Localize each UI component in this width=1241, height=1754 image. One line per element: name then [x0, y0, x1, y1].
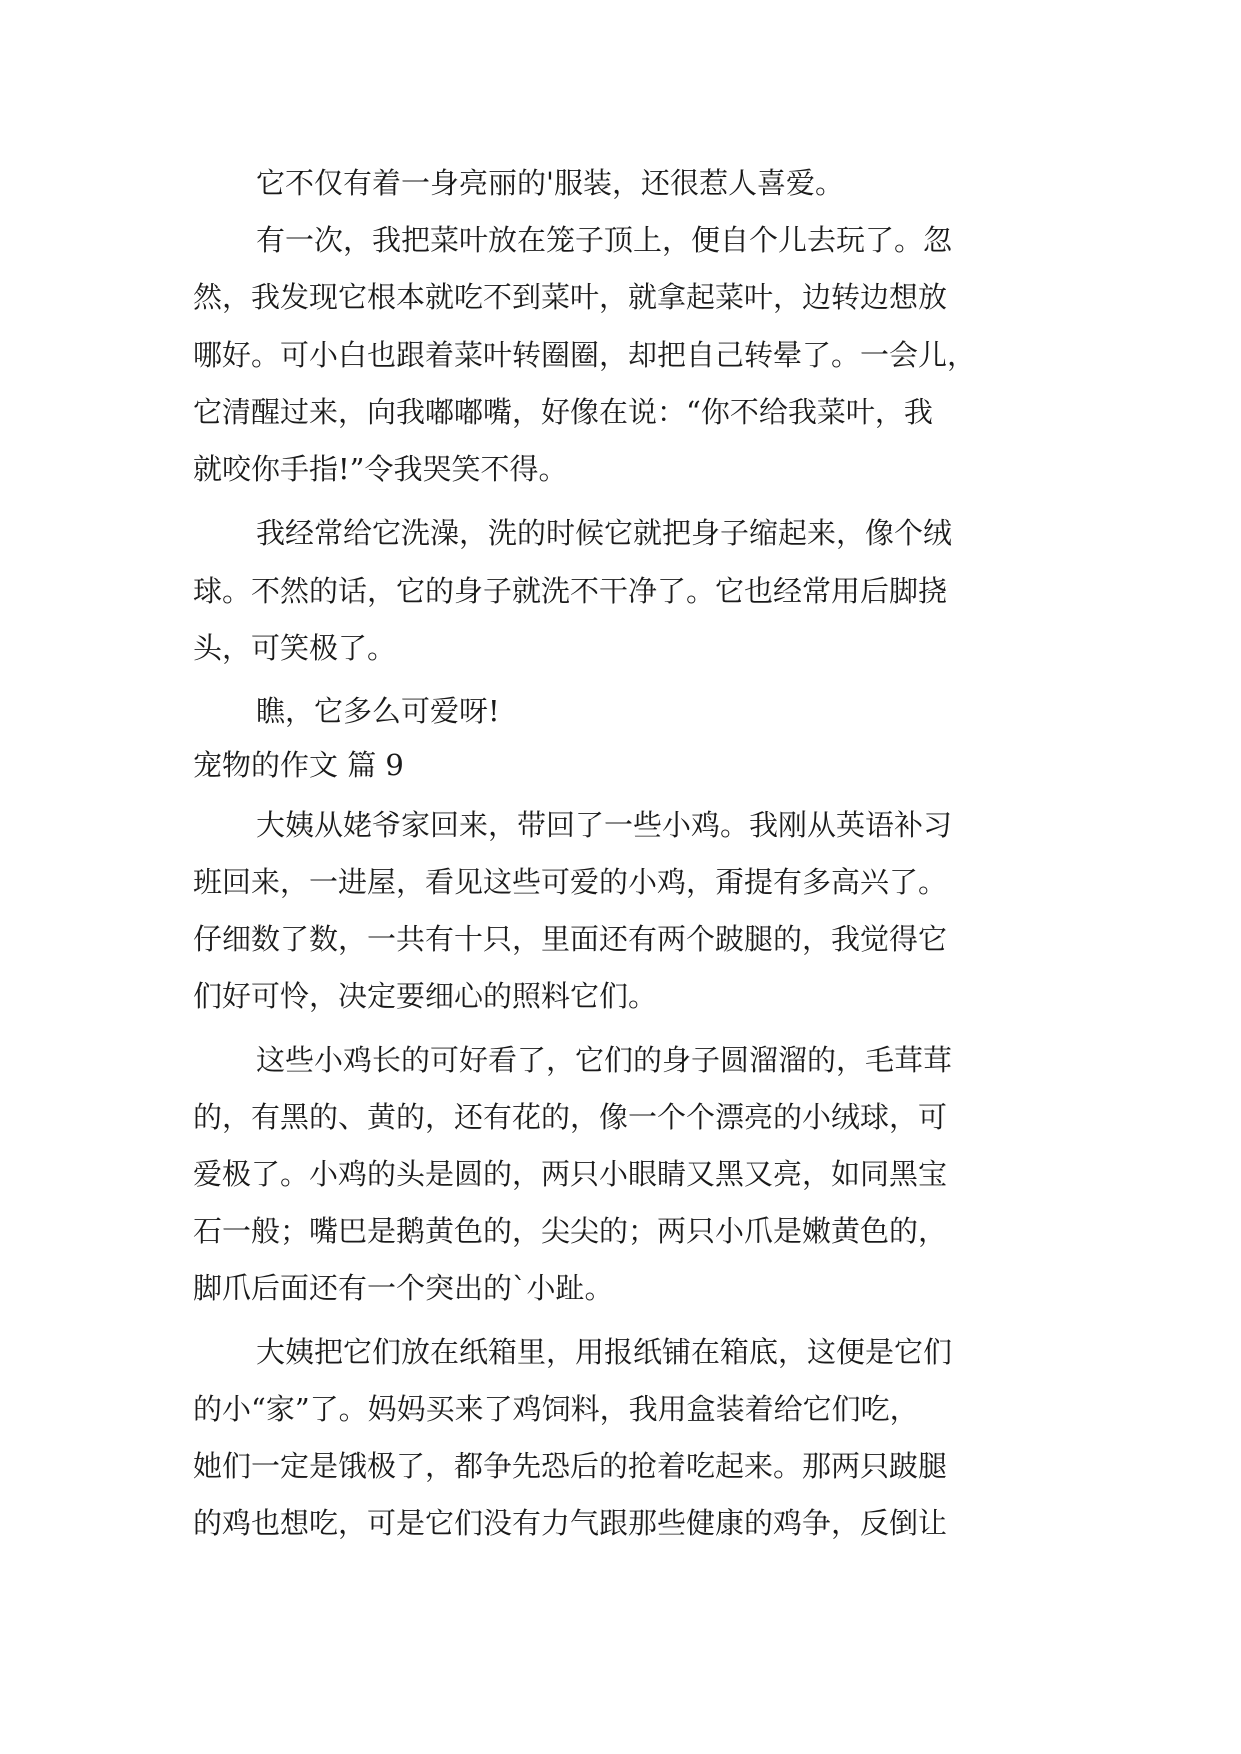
text-line: 们好可怜，决定要细心的照料它们。 [193, 979, 658, 1013]
text-line: 大姨把它们放在纸箱里，用报纸铺在箱底，这便是它们 [256, 1335, 953, 1369]
text-line: 这些小鸡长的可好看了，它们的身子圆溜溜的，毛茸茸 [256, 1043, 953, 1077]
text-line: 大姨从姥爷家回来，带回了一些小鸡。我刚从英语补习 [256, 808, 953, 842]
text-line: 脚爪后面还有一个突出的`小趾。 [193, 1271, 614, 1305]
text-line: 我经常给它洗澡，洗的时候它就把身子缩起来，像个绒 [256, 516, 953, 550]
text-line: 的，有黑的、黄的，还有花的，像一个个漂亮的小绒球，可 [193, 1100, 948, 1134]
text-line: 石一般；嘴巴是鹅黄色的，尖尖的；两只小爪是嫩黄色的， [193, 1214, 948, 1248]
text-line: 它不仅有着一身亮丽的'服装，还很惹人喜爱。 [256, 166, 844, 200]
text-line: 爱极了。小鸡的头是圆的，两只小眼睛又黑又亮，如同黑宝 [193, 1157, 948, 1191]
text-line: 就咬你手指!”令我哭笑不得。 [193, 452, 568, 486]
text-line: 它清醒过来，向我嘟嘟嘴，好像在说：“你不给我菜叶，我 [193, 395, 933, 429]
text-line: 她们一定是饿极了，都争先恐后的抢着吃起来。那两只跛腿 [193, 1449, 948, 1483]
text-line: 头，可笑极了。 [193, 631, 397, 665]
text-line: 有一次，我把菜叶放在笼子顶上，便自个儿去玩了。忽 [256, 223, 953, 257]
text-line: 哪好。可小白也跟着菜叶转圈圈，却把自己转晕了。一会儿， [193, 338, 977, 372]
section-heading: 宠物的作文 篇 9 [193, 748, 404, 782]
text-line: 班回来，一进屋，看见这些可爱的小鸡，甭提有多高兴了。 [193, 865, 948, 899]
text-line: 仔细数了数，一共有十只，里面还有两个跛腿的，我觉得它 [193, 922, 948, 956]
text-line: 的鸡也想吃，可是它们没有力气跟那些健康的鸡争，反倒让 [193, 1506, 948, 1540]
text-line: 球。不然的话，它的身子就洗不干净了。它也经常用后脚挠 [193, 574, 948, 608]
text-line: 的小“家”了。妈妈买来了鸡饲料，我用盒装着给它们吃， [193, 1392, 919, 1426]
text-line: 然，我发现它根本就吃不到菜叶，就拿起菜叶，边转边想放 [193, 280, 948, 314]
text-line: 瞧，它多么可爱呀! [256, 694, 500, 728]
